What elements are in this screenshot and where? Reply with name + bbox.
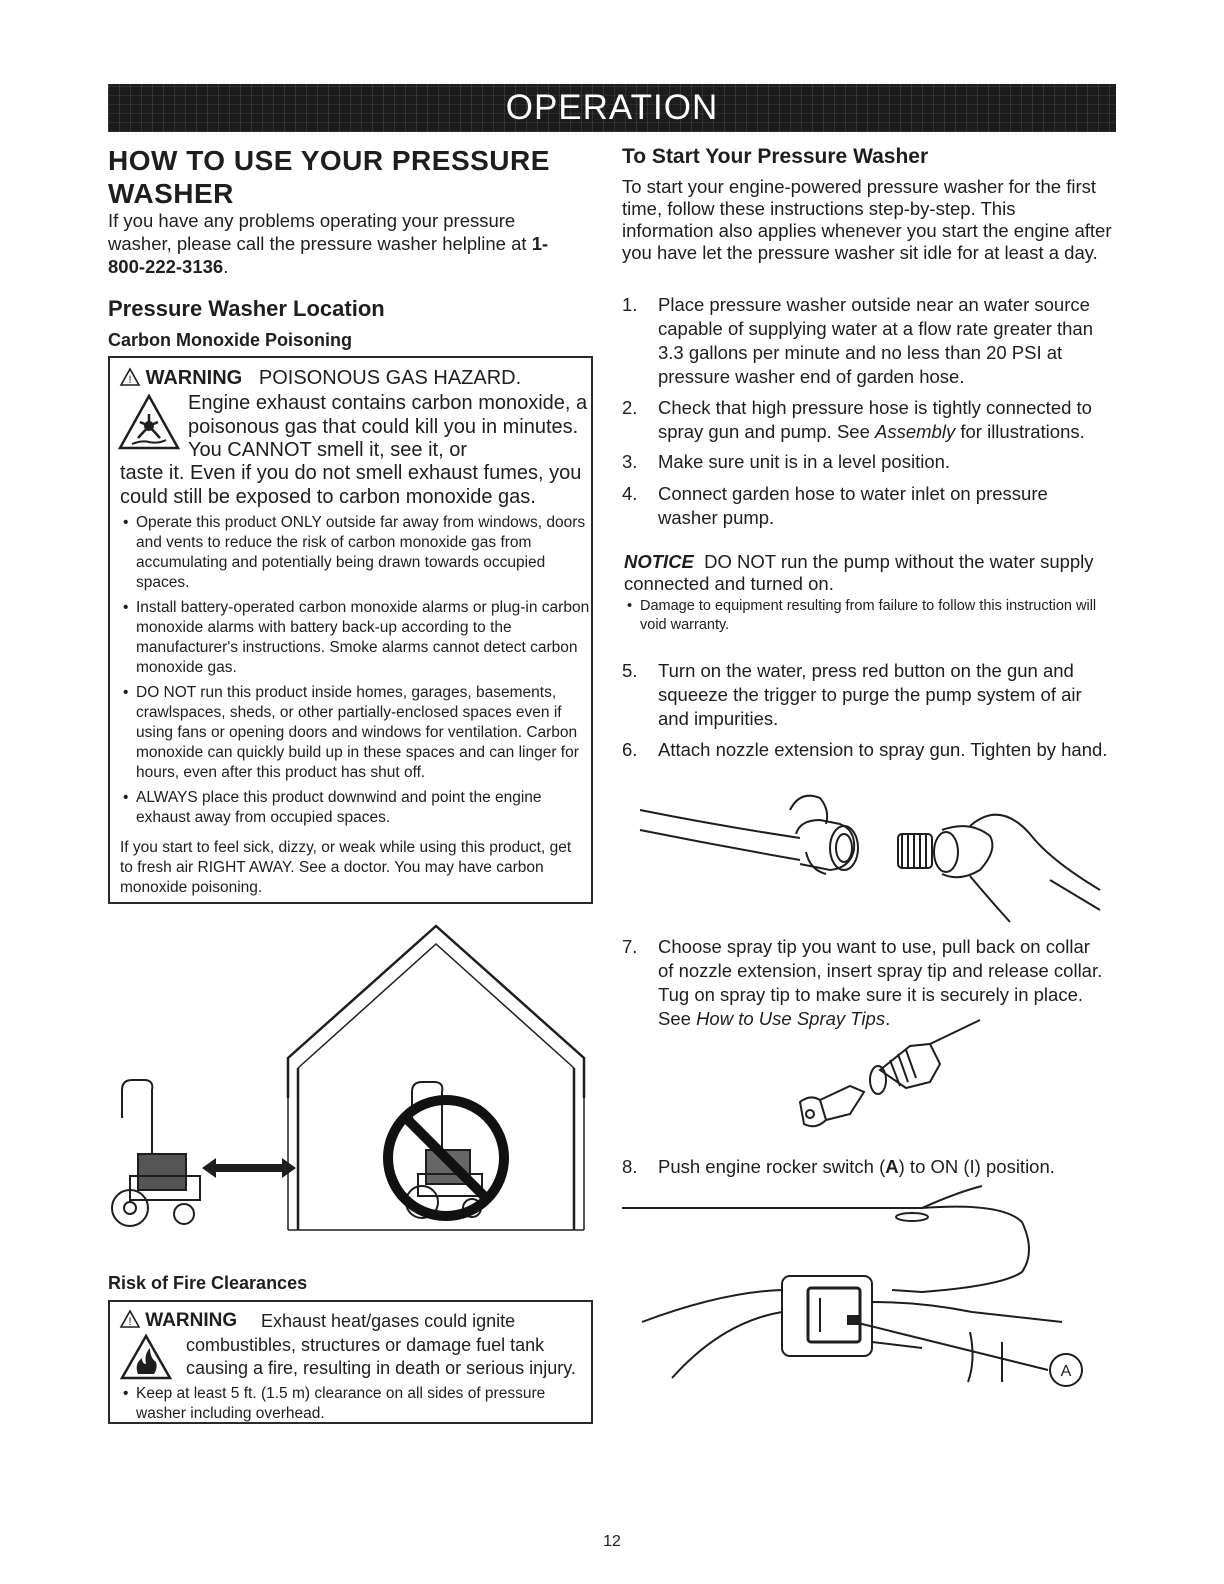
step-text: Push engine rocker switch (A) to ON (I) position. [658, 1156, 1055, 1177]
intro-end: . [223, 256, 229, 277]
page-heading: HOW TO USE YOUR PRESSURE WASHER [108, 145, 550, 209]
callout-a-label: A [1060, 1363, 1072, 1380]
co-warning-footer: If you start to feel sick, dizzy, or weak while using this product, get to fresh air RIGHT AWAY. See a doctor. You may have carbon monoxide poisoning. [120, 839, 572, 896]
nozzle-extension-illustration [630, 790, 1110, 940]
section-banner [108, 84, 1116, 132]
svg-text:!: ! [128, 374, 132, 386]
list-item: • Damage to equipment resulting from failure to follow this instruction will void warranty. [640, 597, 1105, 635]
rocker-switch-illustration [622, 1182, 1102, 1392]
start-heading: To Start Your Pressure Washer [622, 145, 929, 168]
warning-label: WARNING [145, 367, 243, 389]
location-heading: Pressure Washer Location [108, 296, 385, 321]
warning-triangle-icon [120, 368, 140, 386]
page-number: 12 [603, 1533, 621, 1550]
step-text: Attach nozzle extension to spray gun. Tighten by hand. [658, 739, 1108, 760]
warning-triangle-icon [120, 1310, 140, 1328]
co-heading: Carbon Monoxide Poisoning [108, 330, 352, 350]
step-number: 2. [622, 397, 638, 418]
step-text: Place pressure washer outside near an water source capable of supplying water at a flow rate greater than 3.3 gallons per minute and no less than 20 PSI at pressure washer end of garden hose. [658, 294, 1094, 387]
fire-warning-box [108, 1300, 593, 1424]
co-warning-bullets [120, 513, 596, 833]
step-text: Turn on the water, press red button on the gun and squeeze the trigger to purge the pump system of air and impurities. [658, 660, 1082, 729]
list-item: • Operate this product ONLY outside far away from windows, doors and vents to reduce the risk of carbon monoxide gas from accumulating and potentially being drawn towards occupied spaces. [136, 513, 596, 593]
warning-text-beside-icon: Engine exhaust contains carbon monoxide, a poisonous gas that could kill you in minutes. You CANNOT smell it, see it, or [188, 392, 588, 461]
list-item: • DO NOT run this product inside homes, garages, basements, crawlspaces, sheds, or other partially-enclosed spaces even if using fans or opening doors and windows for ventilation. Carbon monoxide can quickly build up in these spaces and can linger for hours, even after this product has shut off. [136, 683, 596, 783]
toxic-gas-icon [118, 394, 180, 450]
warning-label: WARNING [145, 1310, 238, 1331]
helpline-paragraph [108, 209, 578, 278]
warning-hazard: POISONOUS GAS HAZARD. [258, 367, 522, 389]
step-number: 5. [622, 660, 638, 681]
clearance-illustration [100, 918, 600, 1238]
warning-text-below-icon: taste it. Even if you do not smell exhaust fumes, you could still be exposed to carbon monoxide gas. [120, 462, 582, 508]
intro-text: If you have any problems operating your pressure washer, please call the pressure washer helpline at [108, 210, 527, 254]
banner-title: OPERATION [505, 88, 719, 127]
step-number: 4. [622, 483, 638, 504]
step-number: 8. [622, 1156, 638, 1177]
prohibited-icon [388, 1100, 504, 1216]
fire-warning-text: Exhaust heat/gases could ignite combustibles, structures or damage fuel tank causing a fire, resulting in death or serious injury. [186, 1311, 576, 1378]
start-intro: To start your engine-powered pressure washer for the first time, follow these instructions step-by-step. This information also applies whenever you start the engine after you have let the pressure washer sit idle for at least a day. [622, 176, 1112, 263]
co-warning-box [108, 356, 593, 904]
fire-heading: Risk of Fire Clearances [108, 1273, 308, 1293]
step-number: 7. [622, 936, 638, 957]
step-text: Make sure unit is in a level position. [658, 451, 951, 472]
list-item: • ALWAYS place this product downwind and point the engine exhaust away from occupied spaces. [136, 788, 596, 828]
fire-hazard-icon [120, 1334, 172, 1380]
list-item: • Install battery-operated carbon monoxide alarms or plug-in carbon monoxide alarms with battery back-up according to the manufacturer's instructions. Smoke alarms cannot detect carbon monoxide gas. [136, 598, 596, 678]
spray-tip-illustration [780, 1030, 980, 1140]
clearance-arrow-icon [202, 1158, 296, 1178]
helpline-phone: 1-800-222-3136 [108, 233, 549, 277]
step-number: 1. [622, 294, 638, 315]
notice-text: DO NOT run the pump without the water supply connected and turned on. [624, 551, 1094, 594]
notice [624, 551, 1094, 595]
pressure-washer-outside-icon [112, 1080, 200, 1226]
svg-text:!: ! [128, 1316, 132, 1328]
step-number: 3. [622, 451, 638, 472]
notice-bullets [624, 597, 1105, 640]
step-text: Choose spray tip you want to use, pull back on collar of nozzle extension, insert spray tip and release collar. Tug on spray tip to make sure it is securely in place. See How to Use Spray Tips. [658, 936, 1103, 1029]
step-number: 6. [622, 739, 638, 760]
step-text: Connect garden hose to water inlet on pressure washer pump. [658, 483, 1048, 528]
step-8 [622, 1155, 1112, 1179]
step-6 [622, 738, 1112, 762]
step-text: Check that high pressure hose is tightly connected to spray gun and pump. See Assembly for illustrations. [658, 397, 1092, 442]
fire-warning-bullets [120, 1384, 596, 1429]
step-5 [622, 659, 1112, 729]
notice-label: NOTICE [624, 551, 694, 572]
step-7 [622, 935, 1112, 1029]
list-item: • Keep at least 5 ft. (1.5 m) clearance on all sides of pressure washer including overhead. [136, 1384, 596, 1424]
warning-header [120, 366, 521, 390]
